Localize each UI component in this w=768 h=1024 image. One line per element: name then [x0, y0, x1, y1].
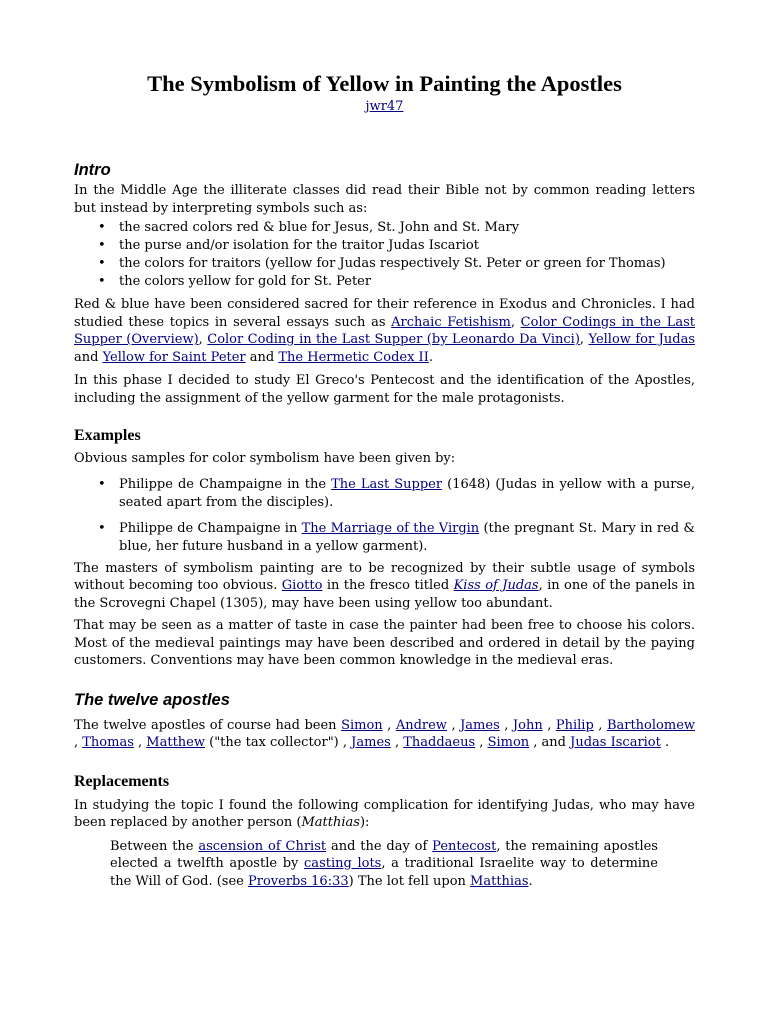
link-giotto[interactable]: Giotto [281, 578, 323, 593]
apostles-heading: The twelve apostles [74, 690, 230, 709]
text-run-italic: Matthias [301, 815, 360, 830]
link-marriage-of-the-virgin[interactable]: The Marriage of the Virgin [301, 520, 480, 536]
list-item: • the sacred colors red & blue for Jesus, St. John and St. Mary [74, 219, 695, 237]
link-yellow-for-judas[interactable]: Yellow for Judas [588, 332, 695, 347]
text-run: , the remaining apostles elected a twelfth apostle by [110, 838, 658, 871]
separator: , [74, 735, 83, 750]
separator: , [390, 735, 404, 750]
list-item [74, 476, 695, 512]
text-run: , [579, 332, 589, 347]
intro-bullet-list [74, 219, 695, 291]
text-run: . [528, 873, 533, 889]
text-run: (the pregnant St. Mary in red & blue, her future husband in a yellow garment). [119, 520, 695, 554]
separator: , [542, 717, 556, 733]
link-archaic-fetishism[interactable]: Archaic Fetishism [391, 314, 511, 330]
text-run: Philippe de Champaigne in [119, 520, 302, 536]
text-run: (1648) (Judas in yellow with a purse, seated apart from the disciples). [119, 476, 695, 510]
text-run: , a traditional Israelite way to determine the Will of God. (see [110, 856, 659, 889]
text-run: Between the [110, 838, 199, 854]
link-ascension-of-christ[interactable]: ascension of Christ [198, 838, 327, 854]
document-content [74, 70, 695, 890]
link-hermetic-codex[interactable]: The Hermetic Codex II [278, 349, 429, 365]
text-run: In studying the topic I found the following complication for identifying Judas, who may have been replaced by another person ( [74, 797, 695, 830]
text-run: and [74, 349, 103, 365]
author-link[interactable]: jwr47 [365, 99, 404, 114]
examples-list [74, 476, 695, 556]
text-run: Red & blue have been considered sacred for their reference in Exodus and Chronicles. I had studied these topics in several essays such as [74, 297, 695, 330]
replacements-heading: Replacements [74, 772, 170, 790]
text-run: and the day of [326, 838, 433, 854]
text-run: . [428, 349, 433, 365]
link-the-last-supper[interactable]: The Last Supper [331, 476, 443, 492]
separator: , [499, 717, 513, 733]
list-item: • the colors for traitors (yellow for Judas respectively St. Peter or green for Thomas) [74, 255, 695, 273]
link-pentecost[interactable]: Pentecost [432, 838, 497, 854]
separator: , [475, 735, 488, 750]
link-color-codings-overview[interactable]: Color Codings in the Last Supper (Overview) [74, 314, 696, 347]
intro-heading: Intro [74, 161, 111, 179]
examples-paragraph-3: That may be seen as a matter of taste in case the painter had been free to choose his colors. Most of the medieval paintings may have been described and ordered in detail by the paying customers. Conventions may have been common knowledge in the medieval eras. [74, 618, 695, 668]
link-color-coding-davinci[interactable]: Color Coding in the Last Supper (by Leonardo Da Vinci) [207, 332, 580, 347]
apostle-link-simon-2[interactable]: Simon [487, 735, 530, 750]
separator: , [382, 717, 396, 733]
list-item: • the colors yellow for gold for St. Peter [74, 273, 695, 291]
text-run: and [245, 349, 279, 365]
apostle-link-thaddaeus[interactable]: Thaddaeus [403, 735, 476, 750]
separator: , [133, 735, 147, 750]
apostle-link-james[interactable]: James [460, 717, 500, 733]
apostle-link-andrew[interactable]: Andrew [395, 717, 447, 733]
examples-paragraph-2 [74, 560, 695, 613]
text-run: The twelve apostles of course had been [74, 717, 342, 733]
author-line [74, 99, 695, 115]
text-run: Philippe de Champaigne in the [119, 476, 332, 492]
separator: , [446, 717, 461, 733]
text-run: ): [359, 815, 370, 830]
apostle-link-simon[interactable]: Simon [341, 717, 383, 733]
text-run: The masters of symbolism painting are to be recognized by their subtle usage of symbols without becoming too obvious. [74, 560, 695, 593]
apostle-link-philip[interactable]: Philip [555, 717, 594, 733]
examples-paragraph-1: Obvious samples for color symbolism have been given by: [74, 451, 456, 466]
apostle-link-john[interactable]: John [512, 717, 543, 733]
replacements-paragraph [74, 797, 695, 832]
apostle-link-james-2[interactable]: James [351, 735, 391, 750]
link-proverbs[interactable]: Proverbs 16:33 [248, 873, 349, 889]
apostle-link-judas-iscariot[interactable]: Judas Iscariot [570, 735, 661, 750]
link-yellow-for-saint-peter[interactable]: Yellow for Saint Peter [102, 349, 246, 365]
separator: , [593, 717, 607, 733]
list-item: • the purse and/or isolation for the traitor Judas Iscariot [74, 237, 695, 255]
link-casting-lots[interactable]: casting lots [304, 856, 382, 871]
text-run: ("the tax collector") , [205, 735, 352, 750]
list-item [74, 520, 695, 556]
link-matthias[interactable]: Matthias [470, 873, 529, 889]
text-run: , in one of the panels in the Scrovegni Chapel (1305), may have been using yellow too abundant. [74, 578, 696, 611]
link-kiss-of-judas[interactable]: Kiss of Judas [453, 578, 539, 593]
quote-block [110, 838, 658, 891]
text-run: in the fresco titled [322, 578, 454, 593]
apostles-paragraph [74, 717, 695, 752]
text-run: . [660, 735, 670, 750]
intro-paragraph-1: In the Middle Age the illiterate classes did read their Bible not by common reading letters but instead by interpreting symbols such as: [74, 183, 695, 216]
apostle-link-bartholomew[interactable]: Bartholomew [606, 717, 696, 733]
text-run: , [510, 314, 521, 330]
text-run: , and [529, 735, 571, 750]
apostle-link-matthew[interactable]: Matthew [146, 735, 205, 750]
apostle-link-thomas[interactable]: Thomas [82, 735, 134, 750]
intro-paragraph-2 [74, 296, 695, 366]
intro-paragraph-3: In this phase I decided to study El Greco's Pentecost and the identification of the Apostles, including the assignment of the yellow garment for the male protagonists. [74, 373, 695, 406]
page-title: The Symbolism of Yellow in Painting the Apostles [147, 71, 622, 96]
examples-heading: Examples [74, 427, 141, 444]
text-run: , [198, 332, 208, 347]
text-run: ) The lot fell upon [348, 873, 471, 889]
